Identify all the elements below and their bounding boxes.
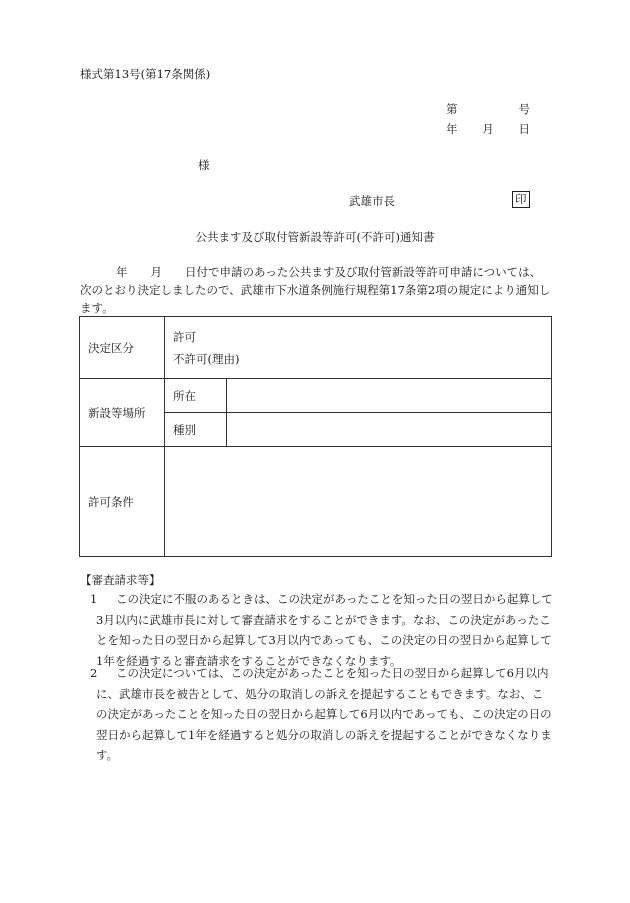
address-label: 所在: [165, 379, 227, 413]
body-line-2: 次のとおり決定しましたので、武雄市下水道条例施行規程第17条第2項の規定により通知します。: [80, 283, 551, 315]
form-number: 様式第13号(第17条関係): [80, 67, 211, 81]
note-number: 2: [90, 666, 98, 680]
decision-options: [165, 317, 552, 379]
date-year: 年: [446, 122, 458, 136]
seal-mark: 印: [512, 191, 530, 208]
note-item: [80, 663, 553, 766]
type-value: [227, 413, 552, 447]
date-month: 月: [482, 122, 494, 136]
note-text: この決定に不服のあるときは、この決定があったことを知った日の翌日から起算して3月以内に武雄市長に対して審査請求をすることができます。なお、この決定があったことを知った日の翌日から起算して3月以内であっても、この決定の日の翌日から起算して1年を経過すると審査請求をすることができなくなります。: [96, 592, 553, 668]
doc-number-prefix: 第: [446, 102, 458, 116]
note-text: この決定については、この決定があったことを知った日の翌日から起算して6月以内に、武雄市長を被告として、処分の取消しの訴えを提起することもできます。なお、この決定があったことを知った日の翌日から起算して6月以内であっても、この決定の日の翌日から起算して1年を経過すると処分の取消しの訴えを提起することができなくなります。: [96, 666, 552, 762]
option-permit: 許可: [173, 329, 196, 344]
location-label: 新設等場所: [80, 379, 165, 447]
issuer: 武雄市長: [349, 194, 395, 208]
doc-number-suffix: 号: [518, 102, 530, 116]
document-number: [446, 101, 530, 117]
type-label: 種別: [165, 413, 227, 447]
note-number: 1: [90, 592, 98, 606]
document-title: 公共ます及び取付管新設等許可(不許可)通知書: [195, 230, 435, 244]
decision-label: 決定区分: [80, 317, 165, 379]
conditions-value: [165, 447, 552, 557]
note-item: [80, 589, 553, 671]
conditions-label: 許可条件: [80, 447, 165, 557]
body-line-1: 年 月 日付で申請のあった公共ます及び取付管新設等許可申請については、: [116, 265, 542, 279]
address-value: [227, 379, 552, 413]
addressee: 様: [198, 158, 210, 172]
notes-heading: 【審査請求等】: [80, 573, 161, 587]
date-day: 日: [518, 122, 530, 136]
decision-table: [79, 316, 552, 557]
option-deny: 不許可(理由): [173, 351, 240, 366]
body-text: [80, 263, 552, 317]
document-date: [446, 121, 530, 137]
